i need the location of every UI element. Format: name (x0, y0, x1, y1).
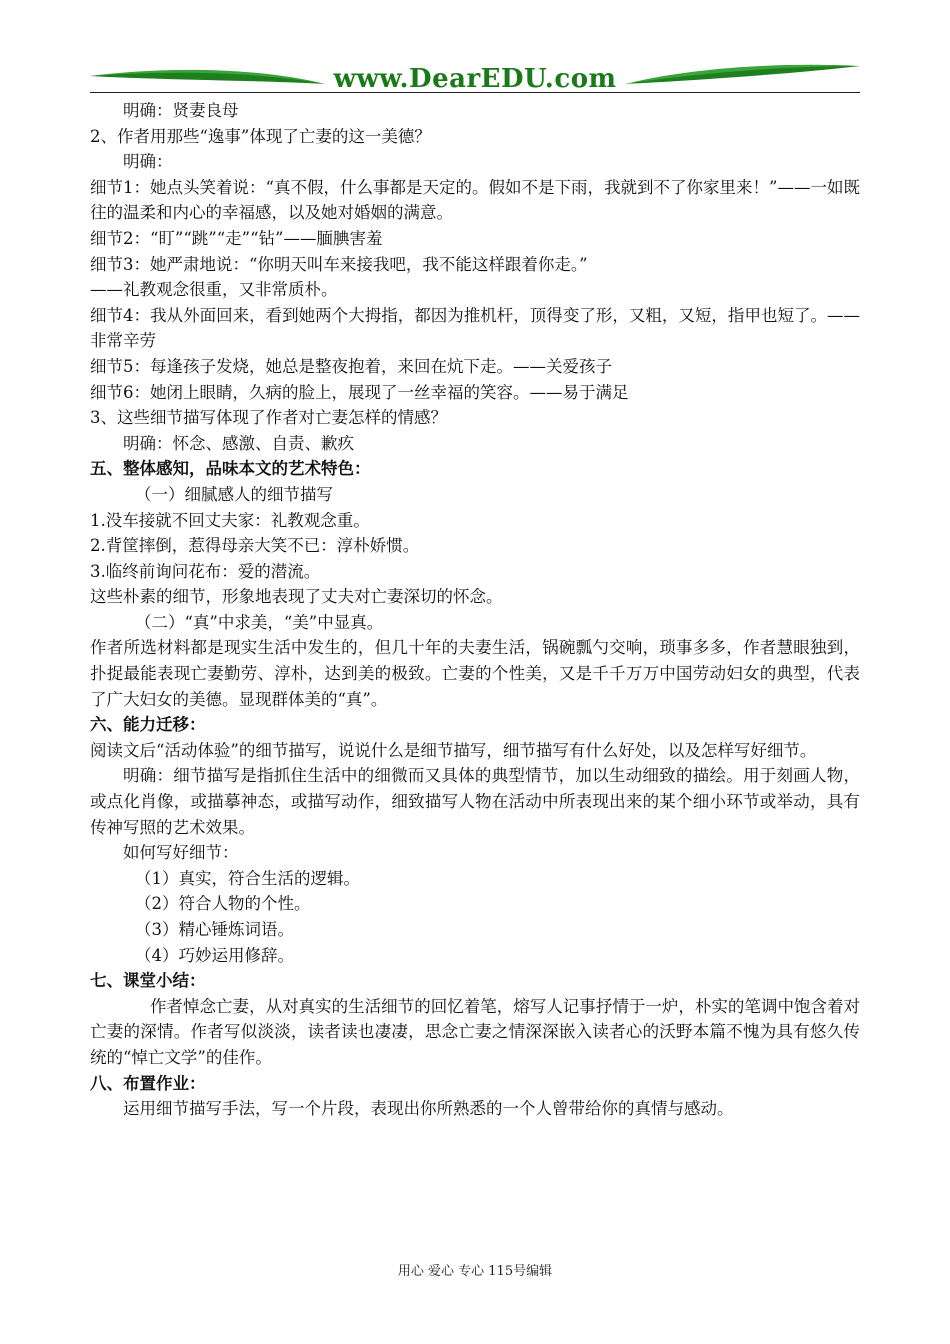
section-heading-6: 六、能力迁移： (90, 715, 206, 735)
detail-4: 细节4：我从外面回来，看到她两个大拇指，都因为推机杆，顶得变了形，又粗，又短，指甲也短了。——非常辛劳 (90, 305, 860, 351)
list-item: 3.临终前询问花布：爱的潜流。 (90, 561, 321, 581)
homework-paragraph: 运用细节描写手法，写一个片段，表现出你所熟悉的一个人曾带给你的真情与感动。 (123, 1099, 734, 1119)
detail-3-note: ——礼教观念很重，又非常质朴。 (90, 280, 338, 300)
paragraph: 作者所选材料都是现实生活中发生的，但几十年的夫妻生活，锅碗瓢勺交响，琐事多多，作者慧眼独到，扑捉最能表现亡妻勤劳、淳朴，达到美的极致。亡妻的个性美，又是千千万万中国劳动妇女的典型，代表了广大妇女的美德。显现群体美的“真”。 (90, 638, 860, 709)
section-heading-5: 五、整体感知，品味本文的艺术特色： (90, 459, 371, 479)
paragraph: 阅读文后“活动体验”的细节描写，说说什么是细节描写，细节描写有什么好处，以及怎样写好细节。 (90, 740, 817, 760)
section-heading-8: 八、布置作业： (90, 1073, 206, 1093)
question-line: 2、作者用那些“逸事”体现了亡妻的这一美德？ (90, 126, 431, 146)
detail-1: 细节1：她点头笑着说：“真不假，什么事都是天定的。假如不是下雨，我就到不了你家里来！”——一如既往的温柔和内心的幸福感，以及她对婚姻的满意。 (90, 177, 860, 223)
summary-paragraph: 作者悼念亡妻，从对真实的生活细节的回忆着笔，熔写人记事抒情于一炉，朴实的笔调中饱含着对亡妻的深情。作者写似淡淡，读者读也凄凄，思念亡妻之情深深嵌入读者心的沃野本篇不愧为具有悠久传统的“悼亡文学”的佳作。 (90, 996, 860, 1067)
detail-2: 细节2：“盯”“跳”“走”“钻”——腼腆害羞 (90, 228, 383, 248)
section-heading-7: 七、课堂小结： (90, 971, 206, 991)
list-item: （1）真实，符合生活的逻辑。 (135, 868, 360, 888)
list-item: 2.背筐摔倒，惹得母亲大笑不已：淳朴娇惯。 (90, 536, 420, 556)
list-item: 1.没车接就不回丈夫家：礼教观念重。 (90, 510, 370, 530)
page-footer: 用心 爱心 专心 115号编辑 (397, 1264, 553, 1279)
detail-5: 细节5：每逢孩子发烧，她总是整夜抱着，来回在炕下走。——关爱孩子 (90, 356, 612, 376)
paragraph: 如何写好细节： (123, 843, 239, 863)
answer-label: 明确： (123, 152, 173, 172)
document-body (90, 98, 860, 1122)
subsection-heading: （二）“真”中求美，“美”中显真。 (135, 612, 384, 632)
answer-line: 明确：怀念、感激、自责、歉疚 (123, 433, 354, 453)
paragraph: 这些朴素的细节，形象地表现了丈夫对亡妻深切的怀念。 (90, 587, 503, 607)
detail-6: 细节6：她闭上眼睛，久病的脸上，展现了一丝幸福的笑容。——易于满足 (90, 382, 629, 402)
subsection-heading: （一）细腻感人的细节描写 (135, 484, 333, 504)
answer-line: 明确：贤妻良母 (123, 101, 239, 120)
header-divider (90, 92, 860, 93)
list-item: （3）精心锤炼词语。 (135, 920, 294, 939)
answer-paragraph: 明确：细节描写是指抓住生活中的细微而又具体的典型情节，加以生动细致的描绘。用于刻画人物，或点化肖像，或描摹神态，或描写动作，细致描写人物在活动中所表现出来的某个细小环节或举动，具有传神写照的艺术效果。 (90, 766, 860, 837)
list-item: （2）符合人物的个性。 (135, 894, 311, 914)
question-line: 3、这些细节描写体现了作者对亡妻怎样的情感？ (90, 408, 447, 428)
detail-3: 细节3：她严肃地说：“你明天叫车来接我吧，我不能这样跟着你走。” (90, 254, 588, 274)
site-logo-text: www.DearEDU.com (333, 64, 617, 94)
list-item: （4）巧妙运用修辞。 (135, 945, 294, 965)
